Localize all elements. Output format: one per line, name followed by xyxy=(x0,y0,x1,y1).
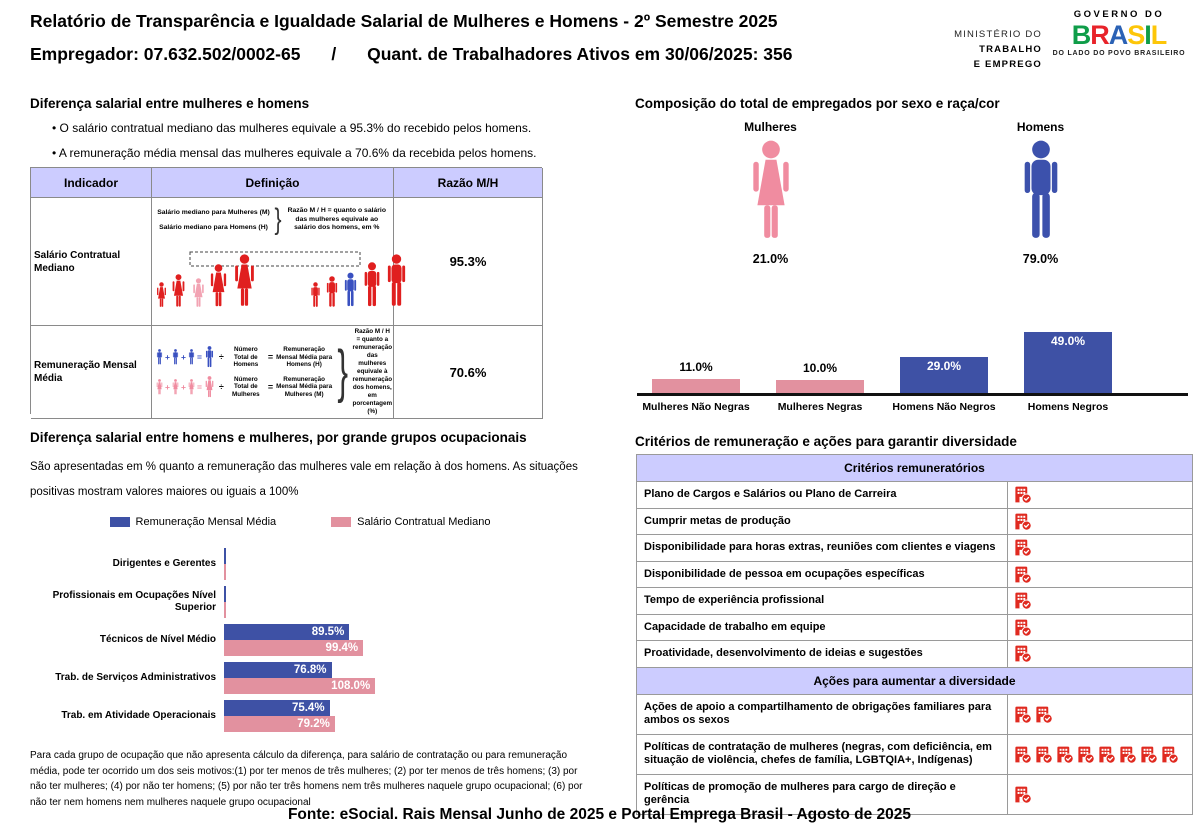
brace-glyph: } xyxy=(274,203,282,236)
male-composition xyxy=(983,120,1098,266)
building-check-icon xyxy=(1118,745,1137,764)
zero-bar-tick xyxy=(224,564,226,580)
paygap-bullet-2: • A remuneração média mensal das mulheres equivale a 70.6% da recebida pelos homens. xyxy=(52,146,537,160)
criteria-row xyxy=(637,695,1192,735)
brasil-wordmark: BRASIL xyxy=(1071,20,1167,50)
paygap-bullet-1: • O salário contratual mediano das mulheres equivale a 95.3% do recebido pelos homens. xyxy=(52,121,532,135)
criteria-row xyxy=(637,615,1192,642)
ratio-avg-remuneration: 70.6% xyxy=(394,326,543,419)
building-check-icon xyxy=(1013,785,1032,804)
comp-category-label: Mulheres Negras xyxy=(777,401,863,413)
building-check-icon xyxy=(1076,745,1095,764)
comp-category-label: Mulheres Não Negras xyxy=(642,401,750,413)
woman-icon xyxy=(203,376,216,398)
men-result: Remuneração Mensal Média para Homens (H) xyxy=(276,346,333,368)
criteria-icons xyxy=(1008,615,1192,641)
woman-icon xyxy=(171,379,180,395)
building-check-icon xyxy=(1013,705,1032,724)
building-check-icon xyxy=(1013,485,1032,504)
woman-icon xyxy=(155,379,164,395)
occ-bar: 99.4% xyxy=(224,640,363,656)
table-row xyxy=(31,198,542,326)
brace-glyph: } xyxy=(337,338,349,404)
criteria-icons xyxy=(1008,535,1192,561)
comp-bar xyxy=(1024,332,1112,393)
occ-bar: 79.2% xyxy=(224,716,335,732)
bar-value-label: 49.0% xyxy=(1050,334,1086,348)
occ-category-row xyxy=(30,659,575,697)
criteria-label: Plano de Cargos e Salários ou Plano de Carreira xyxy=(637,482,1008,508)
x-axis xyxy=(637,393,1188,396)
criteria-icons xyxy=(1008,641,1192,667)
occ-category-label: Dirigentes e Gerentes xyxy=(112,558,216,569)
occ-category-row xyxy=(30,697,575,735)
building-check-icon xyxy=(1034,745,1053,764)
comp-bar xyxy=(900,357,988,393)
separator: / xyxy=(331,44,337,64)
occ-bar: 76.8% xyxy=(224,662,332,678)
criteria-row xyxy=(637,641,1192,668)
legend-item-media: Remuneração Mensal Média xyxy=(110,516,277,528)
chart-legend xyxy=(30,516,570,528)
occ-category-row xyxy=(30,545,575,583)
criteria-row xyxy=(637,535,1192,562)
building-check-icon xyxy=(1013,745,1032,764)
male-label: Homens xyxy=(1016,120,1065,134)
criteria-row xyxy=(637,588,1192,615)
man-pictogram-icon xyxy=(983,140,1098,247)
col-header-razao: Razão M/H xyxy=(394,168,543,198)
occ-bar: 89.5% xyxy=(224,624,349,640)
female-label: Mulheres xyxy=(744,120,797,134)
building-check-icon xyxy=(1013,565,1032,584)
employer-line xyxy=(30,44,792,65)
occupational-description: São apresentadas em % quanto a remuneração das mulheres vale em relação à dos homens. As situações positivas mostram valores maiores ou iguais a 100% xyxy=(30,461,578,498)
man-icon xyxy=(203,346,216,368)
zero-bar-tick xyxy=(224,586,226,602)
man-icon xyxy=(187,349,196,365)
building-check-icon xyxy=(1013,618,1032,637)
criteria-section-header: Ações para aumentar a diversidade xyxy=(637,668,1192,695)
occ-category-label: Profissionais em Ocupações Nível Superior xyxy=(52,590,216,613)
col-header-definicao: Definição xyxy=(152,168,394,198)
criteria-icons xyxy=(1008,695,1192,734)
composition-section-title: Composição do total de empregados por sexo e raça/cor xyxy=(635,96,1000,111)
male-percent: 79.0% xyxy=(1022,252,1059,266)
active-workers: Quant. de Trabalhadores Ativos em 30/06/2025: 356 xyxy=(367,44,793,64)
criteria-icons xyxy=(1008,588,1192,614)
occ-bar: 75.4% xyxy=(224,700,330,716)
woman-icon xyxy=(187,379,196,395)
definition-avg-remuneration: + + = ÷ Número Total de Homens = Remuneração Mensal Média para Homens (H) + + = ÷ Número Total de Mulheres = Remuneração Mensal Média para Mulheres (M) } Razão M / H = quanto a remuneração das mulheres equivale à remuneração dos homens, em porcentagem (%) xyxy=(152,326,394,419)
building-check-icon xyxy=(1139,745,1158,764)
ratio-note: Razão M / H = quanto o salário das mulheres equivale ao salário dos homens, em % xyxy=(287,207,386,232)
table-row xyxy=(31,326,542,414)
men-divisor: Número Total de Homens xyxy=(233,346,259,368)
ratio-note: Razão M / H = quanto a remuneração das mulheres equivale à remuneração dos homens, em porcentagem (%) xyxy=(352,328,393,415)
ratio-median-salary: 95.3% xyxy=(394,198,543,326)
building-check-icon xyxy=(1055,745,1074,764)
occ-category-row xyxy=(30,621,575,659)
col-header-indicador: Indicador xyxy=(31,168,152,198)
occupational-footnote: Para cada grupo de ocupação que não apresenta cálculo da diferença, para salário de contratação ou para remuneração média, pode ter ocorrido um dos seis motivos:(1) por ter menos de três mulheres; (2) por ter menos de três homens; (3) por não ter mulheres; (4) por não ter homens; (5) por não ter três homens nem três mulheres naquele grupo ocupacional; (6) por não ter nem homens nem mulheres naquele grupo ocupacional xyxy=(30,750,583,808)
legend-swatch-pink xyxy=(331,517,351,527)
median-people-diagram xyxy=(154,238,410,310)
man-icon xyxy=(155,349,164,365)
criteria-section-header: Critérios remuneratórios xyxy=(637,455,1192,482)
criteria-icons xyxy=(1008,509,1192,535)
occ-category-label: Trab. de Serviços Administrativos xyxy=(55,672,216,683)
building-check-icon xyxy=(1160,745,1179,764)
occ-bar: 108.0% xyxy=(224,678,375,694)
criteria-label: Disponibilidade de pessoa em ocupações específicas xyxy=(637,562,1008,588)
occ-bar-group xyxy=(224,548,575,580)
criteria-row xyxy=(637,735,1192,775)
paygap-table xyxy=(30,167,542,414)
criteria-label: Tempo de experiência profissional xyxy=(637,588,1008,614)
criteria-label: Proatividade, desenvolvimento de ideias e sugestões xyxy=(637,641,1008,667)
criteria-row xyxy=(637,509,1192,536)
women-result: Remuneração Mensal Média para Mulheres (M) xyxy=(276,375,333,398)
occ-category-label: Técnicos de Nível Médio xyxy=(99,634,216,645)
criteria-label: Capacidade de trabalho em equipe xyxy=(637,615,1008,641)
bar-value-label: 29.0% xyxy=(926,359,962,373)
criteria-row xyxy=(637,562,1192,589)
criteria-table xyxy=(636,454,1193,815)
occ-bar-group xyxy=(224,662,575,694)
building-check-icon xyxy=(1013,591,1032,610)
criteria-label: Disponibilidade para horas extras, reuniões com clientes e viagens xyxy=(637,535,1008,561)
zero-bar-tick xyxy=(224,602,226,618)
criteria-label: Políticas de contratação de mulheres (negras, com deficiência, em situação de violência, chefes de família, LGBTQIA+, Indígenas) xyxy=(637,735,1008,774)
occ-category-row xyxy=(30,583,575,621)
def-line-women: Salário mediano para Mulheres (M) xyxy=(157,209,270,216)
building-check-icon xyxy=(1013,512,1032,531)
criteria-icons xyxy=(1008,482,1192,508)
female-composition xyxy=(713,120,828,266)
paygap-table-header-row xyxy=(31,168,542,198)
report-title: Relatório de Transparência e Igualdade Salarial de Mulheres e Homens - 2º Semestre 2025 xyxy=(30,11,778,31)
occ-category-label: Trab. em Atividade Operacionais xyxy=(61,710,216,721)
building-check-icon xyxy=(1034,705,1053,724)
comp-category-label: Homens Não Negros xyxy=(892,401,996,413)
bar-value-label: 11.0% xyxy=(679,360,713,374)
governo-do-brasil-logo: GOVERNO DO BRASIL DO LADO DO POVO BRASILEIRO xyxy=(1048,9,1190,57)
occ-bar-group xyxy=(224,586,575,618)
zero-bar-tick xyxy=(224,548,226,564)
bar-value-label: 10.0% xyxy=(802,361,838,375)
occupational-bar-chart xyxy=(30,545,575,735)
female-percent: 21.0% xyxy=(752,252,789,266)
indicator-avg-remuneration: Remuneração Mensal Média xyxy=(31,326,152,419)
man-icon xyxy=(171,349,180,365)
source-footer: Fonte: eSocial. Rais Mensal Junho de 2025 e Portal Emprega Brasil - Agosto de 2025 xyxy=(287,806,912,823)
comp-bar xyxy=(652,379,740,393)
criteria-section-title: Critérios de remuneração e ações para garantir diversidade xyxy=(635,434,1017,449)
criteria-icons xyxy=(1008,735,1192,774)
women-divisor: Número Total de Mulheres xyxy=(232,375,260,398)
ministry-logo: MINISTÉRIO DO TRABALHO E EMPREGO xyxy=(954,29,1042,70)
occ-bar-group xyxy=(224,700,575,732)
employer-id: Empregador: 07.632.502/0002-65 xyxy=(30,44,301,64)
occ-bar-group xyxy=(224,624,575,656)
woman-pictogram-icon xyxy=(713,140,828,247)
building-check-icon xyxy=(1013,538,1032,557)
criteria-icons xyxy=(1008,562,1192,588)
legend-swatch-blue xyxy=(110,517,130,527)
building-check-icon xyxy=(1013,644,1032,663)
legend-item-mediano: Salário Contratual Mediano xyxy=(331,516,490,528)
criteria-label: Ações de apoio a compartilhamento de obrigações familiares para ambos os sexos xyxy=(637,695,1008,734)
comp-bar xyxy=(776,380,864,393)
criteria-row xyxy=(637,482,1192,509)
criteria-label: Políticas de promoção de mulheres para cargo de direção e gerência xyxy=(637,775,1008,814)
def-line-men: Salário mediano para Homens (H) xyxy=(159,224,268,231)
paygap-section-title: Diferença salarial entre mulheres e homens xyxy=(30,96,310,111)
comp-category-label: Homens Negros xyxy=(1027,401,1109,413)
building-check-icon xyxy=(1097,745,1116,764)
definition-median-salary xyxy=(152,198,394,326)
indicator-median-salary: Salário Contratual Mediano xyxy=(31,198,152,326)
occupational-section-title: Diferença salarial entre homens e mulheres, por grande grupos ocupacionais xyxy=(30,430,527,445)
criteria-label: Cumprir metas de produção xyxy=(637,509,1008,535)
